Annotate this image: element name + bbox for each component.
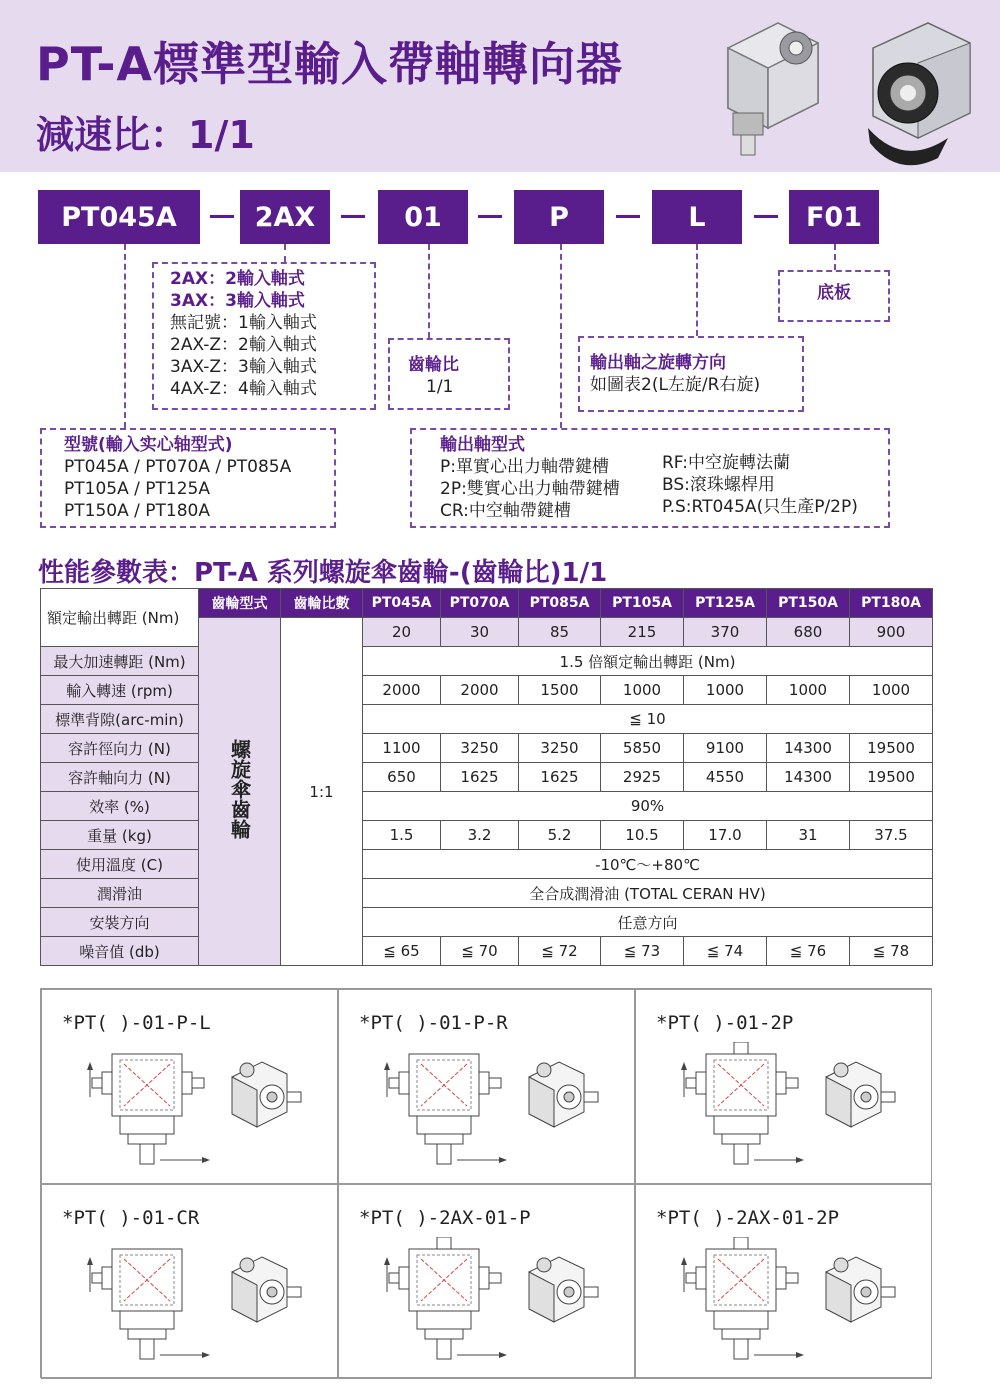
output-shaft-right: P.S:RT045A(只生產P/2P) [662,497,858,517]
value-cell: 30 [441,618,519,647]
value-cell: 3250 [519,734,601,763]
value-cell: 1.5 [363,821,441,850]
output-shaft-left: 2P:雙實心出力軸帶鍵槽 [440,479,620,499]
value-cell: 1625 [441,763,519,792]
base-box [778,270,890,322]
table-row [41,705,933,734]
table-row [41,879,933,908]
gearbox-drawing [82,1237,312,1367]
model-header: PT085A [519,589,601,618]
table-row [41,734,933,763]
gear-ratio-box [388,338,510,410]
row-label: 安裝方向 [41,908,199,937]
span-cell: 任意方向 [363,908,933,937]
span-cell: ≦ 10 [363,705,933,734]
spec-table [40,588,933,966]
value-cell: 1000 [601,676,684,705]
diagram-cell [338,1184,635,1379]
model-header: PT150A [767,589,850,618]
gearbox-drawing [676,1042,906,1172]
rotation-box [578,336,804,412]
gear-type-cell [199,618,281,966]
value-cell: 1000 [850,676,933,705]
value-cell: 1625 [519,763,601,792]
input-axis-line: 3AX-Z：3輸入軸式 [170,357,317,377]
page-title: PT-A標準型輸入帶軸轉向器 [36,37,624,91]
diagram-label: *PT( )-01-P-R [359,1012,508,1034]
value-cell: 17.0 [684,821,767,850]
row-label: 最大加速轉距 (Nm) [41,647,199,676]
header-banner [0,0,1000,172]
code-model: PT045A [38,190,200,244]
value-cell: 5850 [601,734,684,763]
value-cell: 3.2 [441,821,519,850]
model-header: PT125A [684,589,767,618]
gearbox-image-2 [858,18,978,168]
value-cell: 215 [601,618,684,647]
value-cell: 14300 [767,763,850,792]
diagram-cell [635,989,932,1184]
span-cell: 90% [363,792,933,821]
connector-line [560,244,562,428]
span-cell: 全合成潤滑油 (TOTAL CERAN HV) [363,879,933,908]
rotation-title: 輸出軸之旋轉方向 [590,353,726,373]
code-gear-ratio: 01 [378,190,468,244]
table-row [41,676,933,705]
value-cell: 1100 [363,734,441,763]
input-axis-line: 無記號：1輸入軸式 [170,313,317,333]
diagram-cell [635,1184,932,1379]
base-title: 底板 [817,283,851,303]
model-line: PT105A / PT125A [64,479,210,499]
row-label: 標準背隙(arc-min) [41,705,199,734]
model-box [40,428,336,528]
input-axis-line: 2AX-Z：2輸入軸式 [170,335,317,355]
performance-title: 性能參數表：PT-A 系列螺旋傘齒輪-(齒輪比)1/1 [38,558,608,588]
value-cell: ≦ 65 [363,937,441,966]
code-rotation: L [652,190,742,244]
table-row [41,937,933,966]
gear-type-text: 螺旋傘齒輪 [227,739,252,839]
gear-ratio-value: 1/1 [426,377,454,397]
value-cell: 37.5 [850,821,933,850]
value-cell: 1000 [684,676,767,705]
value-cell: ≦ 76 [767,937,850,966]
code-input-axis: 2AX [240,190,330,244]
value-cell: 1000 [767,676,850,705]
gear-ratio-title: 齒輪比 [408,355,459,375]
code-base: F01 [789,190,879,244]
output-shaft-right: RF:中空旋轉法蘭 [662,453,790,473]
value-cell: 3250 [441,734,519,763]
value-cell: 2000 [441,676,519,705]
connector-line [428,244,430,338]
separator-dash [754,215,778,218]
value-cell: 650 [363,763,441,792]
row-label: 噪音值 (db) [41,937,199,966]
output-shaft-left: CR:中空軸帶鍵槽 [440,501,571,521]
row-label: 容許軸向力 (N) [41,763,199,792]
table-row [41,647,933,676]
model-header: PT045A [363,589,441,618]
value-cell: 19500 [850,734,933,763]
model-title: 型號(輸入实心轴型式) [64,435,233,455]
diagram-label: *PT( )-01-P-L [62,1012,211,1034]
span-cell: -10℃～+80℃ [363,850,933,879]
value-cell: 370 [684,618,767,647]
rotation-value: 如圖表2(L左旋/R右旋) [590,375,761,395]
row-label: 潤滑油 [41,879,199,908]
span-cell: 1.5 倍額定輸出轉距 (Nm) [363,647,933,676]
value-cell: 9100 [684,734,767,763]
model-line: PT150A / PT180A [64,501,210,521]
input-axis-line: 2AX：2輸入軸式 [170,269,305,289]
diagram-cell [338,989,635,1184]
table-row [41,850,933,879]
gearbox-drawing [379,1237,609,1367]
diagram-cell [41,1184,338,1379]
gearbox-drawing [676,1237,906,1367]
value-cell: 680 [767,618,850,647]
input-axis-line: 4AX-Z：4輸入軸式 [170,379,317,399]
table-row [41,792,933,821]
ratio-subtitle: 減速比：1/1 [36,113,255,157]
value-cell: 900 [850,618,933,647]
gearbox-image-1 [708,8,838,158]
row-label: 效率 (%) [41,792,199,821]
row-label: 輸入轉速 (rpm) [41,676,199,705]
gear-type-header: 齒輪型式 [199,589,281,618]
diagram-label: *PT( )-2AX-01-2P [656,1207,840,1229]
diagram-label: *PT( )-01-2P [656,1012,794,1034]
value-cell: 85 [519,618,601,647]
row-label: 額定輸出轉距 (Nm) [41,589,199,647]
connector-line [124,244,126,428]
value-cell: 31 [767,821,850,850]
separator-dash [341,215,365,218]
table-row [41,908,933,937]
value-cell: 19500 [850,763,933,792]
input-axis-box [152,262,376,410]
ratio-cell: 1:1 [281,618,363,966]
value-cell: 5.2 [519,821,601,850]
table-row [41,821,933,850]
row-label: 重量 (kg) [41,821,199,850]
value-cell: ≦ 74 [684,937,767,966]
value-cell: 2925 [601,763,684,792]
diagram-label: *PT( )-01-CR [62,1207,200,1229]
value-cell: 10.5 [601,821,684,850]
output-shaft-title: 輸出軸型式 [440,435,525,455]
row-label: 容許徑向力 (N) [41,734,199,763]
value-cell: ≦ 73 [601,937,684,966]
gearbox-drawing [379,1042,609,1172]
output-shaft-box [410,428,890,528]
output-shaft-right: BS:滾珠螺桿用 [662,475,775,495]
value-cell: 14300 [767,734,850,763]
value-cell: 1500 [519,676,601,705]
model-header: PT180A [850,589,933,618]
value-cell: ≦ 72 [519,937,601,966]
input-axis-line: 3AX：3輸入軸式 [170,291,305,311]
separator-dash [478,215,502,218]
value-cell: 20 [363,618,441,647]
connector-line [834,244,836,270]
output-shaft-left: P:單實心出力軸帶鍵槽 [440,457,609,477]
model-header: PT105A [601,589,684,618]
model-line: PT045A / PT070A / PT085A [64,457,292,477]
value-cell: ≦ 70 [441,937,519,966]
table-row [41,763,933,792]
code-output-shaft: P [514,190,604,244]
gearbox-drawing [82,1042,312,1172]
separator-dash [616,215,640,218]
row-label: 使用溫度 (C) [41,850,199,879]
value-cell: 2000 [363,676,441,705]
model-header: PT070A [441,589,519,618]
value-cell: ≦ 78 [850,937,933,966]
ratio-header: 齒輪比數 [281,589,363,618]
connector-line [284,244,286,262]
diagram-grid [40,988,932,1378]
diagram-cell [41,989,338,1184]
diagram-label: *PT( )-2AX-01-P [359,1207,531,1229]
connector-line [696,244,698,336]
value-cell: 4550 [684,763,767,792]
separator-dash [210,215,234,218]
